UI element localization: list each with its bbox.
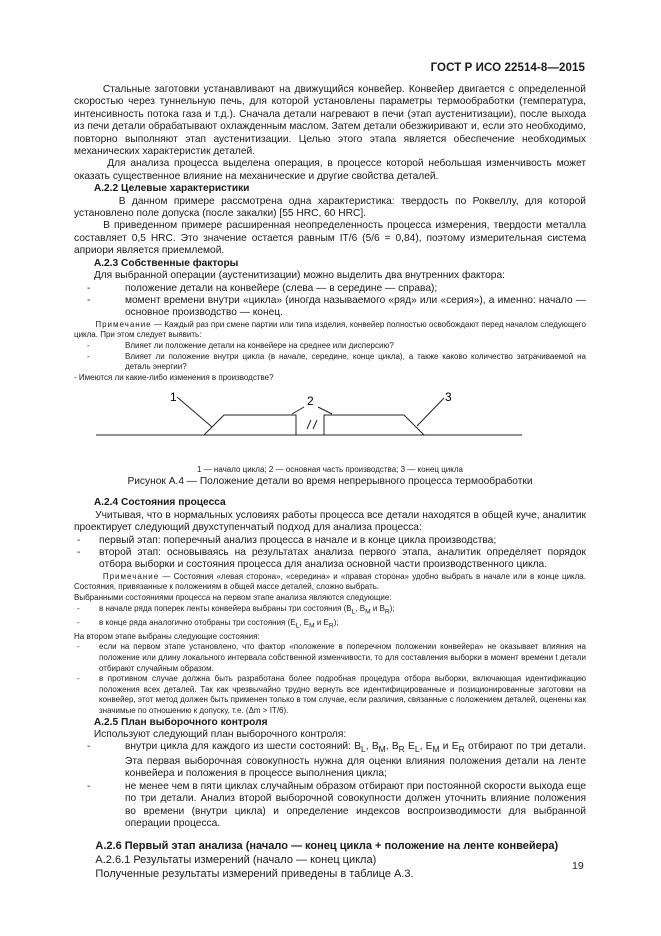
leader-3 <box>417 398 444 426</box>
note-item: - если на первом этапе установлено, что фактор «положение в поперечном положении конвейера» не оказывает влияния на положение или длину локального интервала собственной изменчивости, то для составления выборки в момент времени t детали отбирают случайным образом. <box>77 642 586 673</box>
note-item: - в конце ряда аналогично отобраны три состояния ($E_L$, $E_M$ и $E_R$); <box>77 617 339 630</box>
paragraph-text: Стальные заготовки устанавливают на движущийся конвейер. Конвейер двигается с определенной скоростью через туннельную печь, для которой установлены параметры термообработки (температура, интенсивность потока газа и т.д.). Сначала детали нагревают в печи (этап аустенитизации), после выхода из печи детали обрабатывают охлажденным маслом. Затем детали обезжиривают и, если это необходимо, повторно выполняют этап аустенитизации. Целью этого этапа является обеспечение необходимых механических характеристик деталей. <box>74 84 586 158</box>
note-item: На втором этапе выбраны следующие состояния: <box>74 631 260 641</box>
label-2: 2 <box>307 394 314 409</box>
label-1: 1 <box>170 390 177 405</box>
paragraph: Используют следующий план выборочного контроля: <box>93 729 347 741</box>
paragraph <box>74 158 586 183</box>
note-item: - Влияет ли положение детали на конвейере на среднее или дисперсию? <box>87 340 394 350</box>
part-left <box>204 415 296 435</box>
leader-2b <box>318 407 332 414</box>
leader-2a <box>292 407 304 414</box>
paragraph-text: Для анализа процесса выделена операция, в процессе которой небольшая изменчивость может оказать существенное влияние на механические и другие свойства деталей. <box>74 158 586 182</box>
list-item-text: момент времени внутри «цикла» (иногда называемого «ряд» или «серия»), а именно: начало — основное производство — конец. <box>125 294 586 319</box>
page-number: 19 <box>572 860 584 872</box>
paragraph-text: В приведенном примере расширенная неопределенность процесса измерения, твердости металла составляет 0,5 HRC. Это значение остается равным IT/6 (5/6 = 0,84), поэтому измерительная система априори является приемлемой. <box>74 220 586 257</box>
list-item-text: положение детали на конвейере (слева — в середине — справа); <box>125 282 438 294</box>
note-label: Примечание <box>95 319 152 329</box>
heading-text: А.2.3 Собственные факторы <box>93 257 239 269</box>
note-item: - в противном случае должна быть разработана более подробная процедура отбора выборки, включающая идентификацию положения всех деталей. Так как чрезвычайно трудно вернуть все идентифицированные и позиционированные заготовки на конвейер, этот метод должен быть применен только в том случае, если различия, связанные с положением деталей, оценены как значимые по отношению к допуску, т.е. (Δm > IT/6). <box>77 674 586 716</box>
section-heading <box>74 183 586 195</box>
leader-1 <box>177 397 212 427</box>
list-item: - внутри цикла для каждого из шести состояний: $B_L$, $B_M$, $B_R$ $E_L$, $E_M$ и $E_R$ отбирают по три детали. Эта первая выборочная совокупность нужна для оценки влияния положения детали на ленте конвейера и положения в процессе выполнения цикла; <box>87 741 586 780</box>
paragraph <box>74 270 586 282</box>
note-item: - Влияет ли положение внутри цикла (в начале, середине, конце цикла), а также каково количество затрачиваемой на деталь энергии? <box>87 351 586 372</box>
paragraph-text: Для выбранной операции (аустенитизации) можно выделить два внутренних фактора: <box>93 270 505 282</box>
note-item: - Имеются ли какие-либо изменения в производстве? <box>74 372 274 382</box>
section-heading: А.2.5 План выборочного контроля <box>93 716 268 728</box>
heading-text: А.2.2 Целевые характеристики <box>93 183 250 195</box>
standard-header: ГОСТ Р ИСО 22514-8—2015 <box>430 62 585 74</box>
paragraph <box>74 84 586 158</box>
paragraph: Полученные результаты измерений приведены в таблице А.3. <box>95 868 414 881</box>
section-heading: А.2.6 Первый этап анализа (начало — конец цикла + положение на ленте конвейера) <box>95 840 559 853</box>
label-3: 3 <box>445 390 452 405</box>
figure-a4 <box>74 385 586 465</box>
list-item: - положение детали на конвейере (слева — в середине — справа); <box>74 283 586 295</box>
section-heading: А.2.4 Состояния процесса <box>93 497 226 509</box>
document-body <box>74 84 586 881</box>
note: Примечание — Состояния «левая сторона», «середина» и «правая сторона» удобно выбрать в начале или в конце цикла. Состояния, привязанные к положениям в общей массе деталей, сложно выбрать. <box>74 571 586 592</box>
paragraph: Учитывая, что в нормальных условиях работы процесса все детали находятся в общей куче, аналитик проектирует следующий двухступенчатый подход для анализа процесса: <box>74 509 586 534</box>
figure-caption: Рисунок А.4 — Положение детали во время непрерывного процесса термообработки <box>127 476 533 488</box>
paragraph-text: В данном примере рассмотрена одна характеристика: твердость по Роквеллу, для которой установлено поле допуска (после закалки) [55 HRC, 60 HRC]. <box>74 195 586 220</box>
conveyor-diagram <box>74 385 586 465</box>
note-item: Выбранными состояниями процесса на первом этапе анализа являются следующие: <box>74 592 392 602</box>
list-item: - не менее чем в пяти циклах случайным образом отбирают при постоянной скорости выхода еще по три детали. Анализ второй выборочной совокупности должен уточнить влияние положения во времени (внутри цикла) и определение индексов воспроизводимости для выбранной операции процесса. <box>87 780 587 829</box>
paragraph <box>74 196 586 221</box>
note-item: - в начале ряда поперек ленты конвейера выбраны три состояния ($B_L$, $B_M$ и $B_R$); <box>77 603 395 616</box>
figure-legend: 1 — начало цикла; 2 — основная часть производства; 3 — конец цикла <box>197 465 463 475</box>
list-item: - первый этап: поперечный анализ процесса в начале и в конце цикла производства; <box>77 534 497 546</box>
paragraph <box>74 220 586 257</box>
note <box>74 320 586 341</box>
subsection-heading: А.2.6.1 Результаты измерений (начало — конец цикла) <box>95 854 377 867</box>
section-heading <box>74 258 586 270</box>
note-text: — Каждый раз при смене партии или типа изделия, конвейер полностью освобождают перед началом следующего цикла. При этом следует выявить: <box>74 319 586 340</box>
list-item: - второй этап: основываясь на результатах анализа первого этапа, аналитик определяет порядок отбора выборки и состояния процесса для анализа основной части производственного цикла. <box>77 546 586 571</box>
list-item: - момент времени внутри «цикла» (иногда называемого «ряд» или «серия»), а именно: начало — основное производство — конец. <box>87 294 586 319</box>
part-right <box>324 415 424 435</box>
